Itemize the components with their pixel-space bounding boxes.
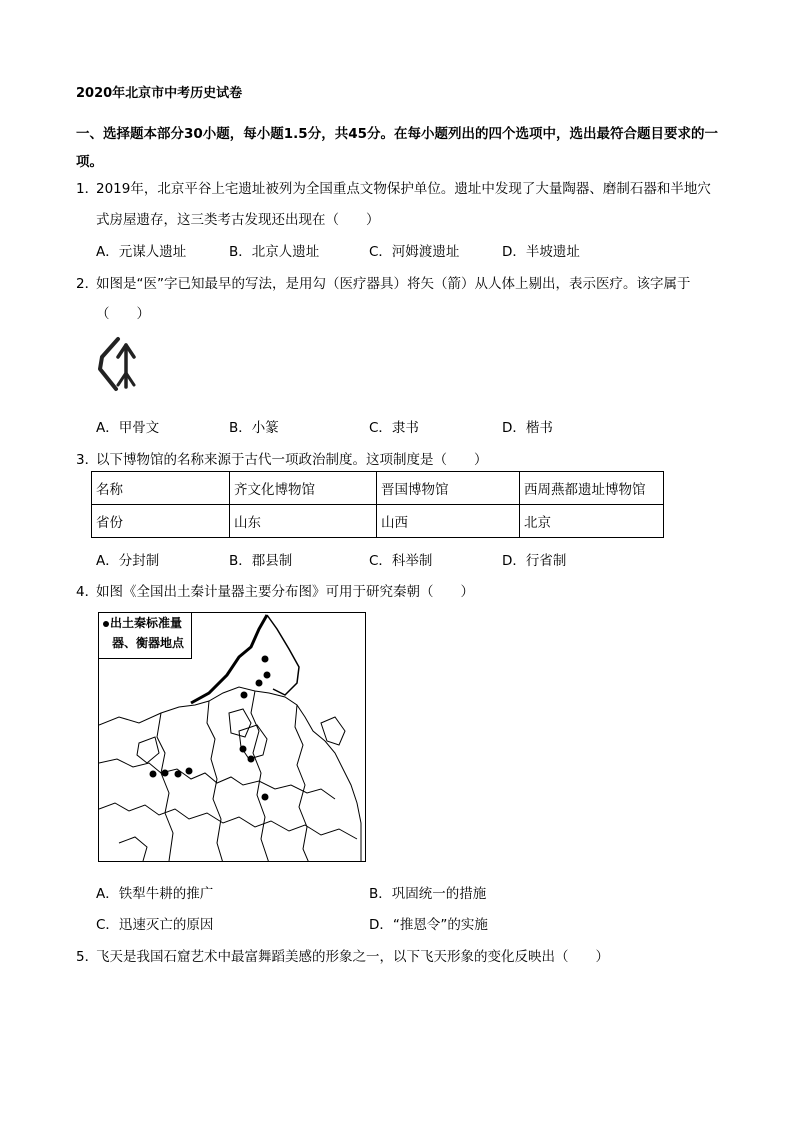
legend-text-line2: 器、衡器地点 [112, 636, 185, 650]
option-a: A．元谋人遗址 [96, 244, 187, 260]
question-stem: 以下博物馆的名称来源于古代一项政治制度。这项制度是（ ） [96, 452, 488, 468]
legend-dot-icon [103, 621, 109, 627]
table-cell: 齐文化博物馆 [230, 472, 377, 505]
table-row [92, 505, 664, 538]
map-legend [99, 613, 192, 659]
option-a: A．铁犁牛耕的推广 [96, 886, 214, 902]
legend-text-line1: 出土秦标准量 [110, 616, 183, 630]
option-b: B．北京人遗址 [229, 244, 320, 260]
ancient-yi-character-glyph [96, 335, 144, 395]
option-c: C．隶书 [369, 420, 419, 436]
question-stem-cont: （ ） [96, 306, 150, 322]
option-a: A．分封制 [96, 553, 160, 569]
question-stem: 如图是“医”字已知最早的写法，是用勾（医疗器具）将矢（箭）从人体上剔出，表示医疗。该字属于 [96, 276, 691, 292]
table-cell: 山东 [230, 505, 377, 538]
section-heading: 一、选择题本部分30小题，每小题1.5分，共45分。在每小题列出的四个选项中，选出最符合题目要求的一项。 [76, 126, 718, 170]
question-stem: 2019年，北京平谷上宅遗址被列为全国重点文物保护单位。遗址中发现了大量陶器、磨制石器和半地穴 [96, 181, 711, 197]
option-b: B．郡县制 [229, 553, 293, 569]
table-row [92, 472, 664, 505]
table-cell: 晋国博物馆 [377, 472, 520, 505]
option-c: C．科举制 [369, 553, 433, 569]
option-c: C．迅速灭亡的原因 [96, 917, 214, 933]
document-title: 2020年北京市中考历史试卷 [76, 86, 243, 101]
question-stem-cont: 式房屋遗存，这三类考古发现还出现在（ ） [96, 212, 380, 228]
question-stem: 飞天是我国石窟艺术中最富舞蹈美感的形象之一，以下飞天形象的变化反映出（ ） [96, 949, 609, 965]
option-c: C．河姆渡遗址 [369, 244, 460, 260]
option-d: D．“推恩令”的实施 [369, 917, 488, 933]
option-d: D．行省制 [502, 553, 567, 569]
option-d: D．半坡遗址 [502, 244, 580, 260]
option-d: D．楷书 [502, 420, 553, 436]
option-b: B．巩固统一的措施 [369, 886, 487, 902]
question-number: 4． [76, 584, 99, 600]
question-number: 3． [76, 452, 99, 468]
question-number: 1． [76, 181, 99, 197]
question-number: 2． [76, 276, 99, 292]
qin-measures-distribution-map [98, 612, 366, 862]
museum-table [91, 471, 664, 538]
table-cell: 省份 [92, 505, 230, 538]
option-b: B．小篆 [229, 420, 279, 436]
table-cell: 北京 [520, 505, 664, 538]
table-cell: 名称 [92, 472, 230, 505]
question-number: 5． [76, 949, 99, 965]
question-stem: 如图《全国出土秦计量器主要分布图》可用于研究秦朝（ ） [96, 584, 474, 600]
table-cell: 西周燕都遗址博物馆 [520, 472, 664, 505]
option-a: A．甲骨文 [96, 420, 160, 436]
table-cell: 山西 [377, 505, 520, 538]
